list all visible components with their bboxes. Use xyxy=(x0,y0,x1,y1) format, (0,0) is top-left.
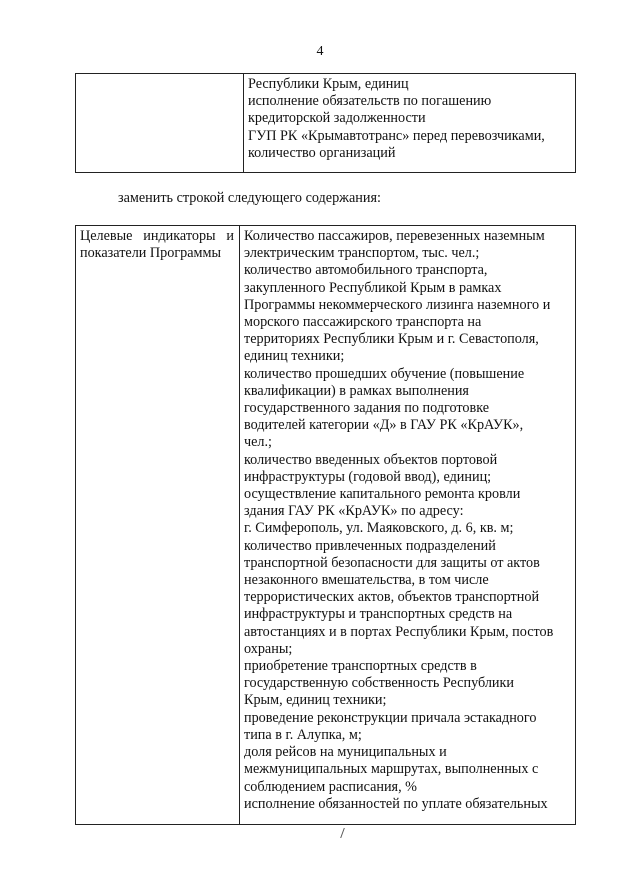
indicator-line: квалификации) в рамках выполнения xyxy=(244,382,469,399)
indicator-line: приобретение транспортных средств в xyxy=(244,658,477,675)
table-row xyxy=(76,226,576,825)
indicator-line: типа в г. Алупка, м; xyxy=(244,726,362,743)
indicator-line: количество прошедших обучение (повышение xyxy=(244,365,525,382)
indicator-line: межмуниципальных маршрутах, выполненных с xyxy=(244,761,539,778)
indicator-line: проведение реконструкции причала эстакадного xyxy=(244,709,537,726)
indicator-line: государственную собственность Республики xyxy=(244,675,515,692)
table-cell-indicators xyxy=(240,226,576,825)
indicator-line: Программы некоммерческого лизинга наземного и xyxy=(244,296,551,313)
indicator-line: закупленного Республикой Крым в рамках xyxy=(244,279,502,296)
indicator-line: исполнение обязанностей по уплате обязательных xyxy=(244,795,548,812)
indicator-line: соблюдением расписания, % xyxy=(244,778,417,795)
indicator-line: Крым, единиц техники; xyxy=(244,692,387,709)
indicator-line: автостанциях и в портах Республики Крым, постов xyxy=(244,623,554,640)
scan-mark xyxy=(340,828,351,838)
label-line: Целевые индикаторы и xyxy=(80,228,234,244)
replace-instruction: заменить строкой следующего содержания: xyxy=(118,190,381,206)
indicator-line: водителей категории «Д» в ГАУ РК «КрАУК», xyxy=(244,417,524,434)
indicator-line: электрическим транспортом, тыс. чел.; xyxy=(244,245,480,262)
indicator-line: количество автомобильного транспорта, xyxy=(244,262,488,279)
indicator-line: государственного задания по подготовке xyxy=(244,400,490,417)
indicator-line: морского пассажирского транспорта на xyxy=(244,314,482,331)
indicator-line: г. Симферополь, ул. Маяковского, д. 6, кв. м; xyxy=(244,520,514,537)
indicator-line: инфраструктуры (годовой ввод), единиц; xyxy=(244,468,492,485)
label-line: показатели Программы xyxy=(80,245,222,262)
table-cell-label xyxy=(76,226,240,825)
cell-line: исполнение обязательств по погашению xyxy=(248,93,492,110)
cell-line: ГУП РК «Крымавтотранс» перед перевозчиками, xyxy=(248,127,545,144)
indicator-line: количество введенных объектов портовой xyxy=(244,451,498,468)
replacement-table xyxy=(75,225,576,825)
indicator-line: здания ГАУ РК «КрАУК» по адресу: xyxy=(244,503,464,520)
indicator-line: террористических актов, объектов транспортной xyxy=(244,589,540,606)
indicator-line: Количество пассажиров, перевезенных наземным xyxy=(244,228,545,244)
indicator-line: транспортной безопасности для защиты от актов xyxy=(244,554,540,571)
page-number: 4 xyxy=(316,44,324,59)
indicator-line: территориях Республики Крым и г. Севастополя, xyxy=(244,331,539,348)
indicator-line: инфраструктуры и транспортных средств на xyxy=(244,606,513,623)
cell-line: Республики Крым, единиц xyxy=(248,76,409,92)
continuation-table xyxy=(75,73,576,173)
indicator-line: чел.; xyxy=(244,434,273,451)
indicator-line: доля рейсов на муниципальных и xyxy=(244,744,447,761)
indicator-line: количество привлеченных подразделений xyxy=(244,537,496,554)
indicator-line: единиц техники; xyxy=(244,348,345,365)
table-row xyxy=(76,74,576,173)
indicator-line: незаконного вмешательства, в том числе xyxy=(244,572,489,589)
indicator-line: осуществление капитального ремонта кровли xyxy=(244,486,521,503)
table-cell-left-empty xyxy=(76,74,244,173)
cell-line: количество организаций xyxy=(248,144,396,161)
indicator-line: охраны; xyxy=(244,640,293,657)
table-cell-right xyxy=(244,74,576,173)
cell-line: кредиторской задолженности xyxy=(248,110,426,127)
